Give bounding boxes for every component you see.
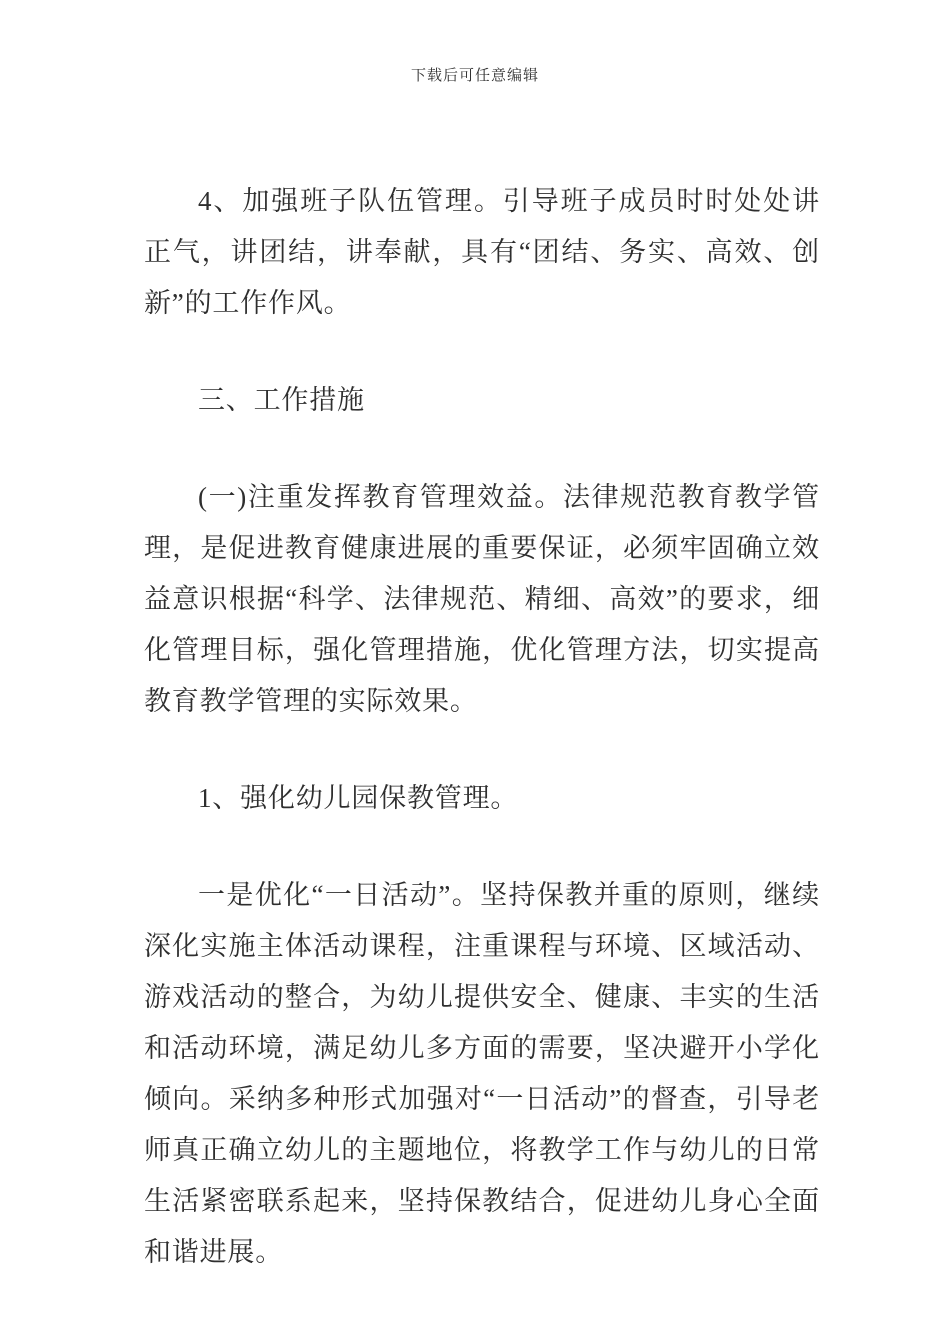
page-header-note: 下载后可任意编辑	[410, 68, 539, 84]
document-content	[144, 176, 820, 1324]
heading-point-one: 1、强化幼儿园保教管理。	[198, 783, 519, 813]
para-point-one-detail: 一是优化“一日活动”。坚持保教并重的原则，继续深化实施主体活动课程，注重课程与环境、区域活动、游戏活动的整合，为幼儿提供安全、健康、丰实的生活和活动环境，满足幼儿多方面的需要，坚决避开小学化倾向。采纳多种形式加强对“一日活动”的督查，引导老师真正确立幼儿的主题地位，将教学工作与幼儿的日常生活紧密联系起来，坚持保教结合，促进幼儿身心全面和谐进展。	[144, 880, 820, 1267]
para-item-4: 4、加强班子队伍管理。引导班子成员时时处处讲正气，讲团结，讲奉献，具有“团结、务实、高效、创新”的工作作风。	[144, 186, 820, 318]
para-section-three-point-one: (一)注重发挥教育管理效益。法律规范教育教学管理，是促进教育健康进展的重要保证，必须牢固确立效益意识根据“科学、法律规范、精细、高效”的要求，细化管理目标，强化管理措施，优化管理方法，切实提高教育教学管理的实际效果。	[144, 482, 820, 716]
heading-section-three: 三、工作措施	[198, 385, 365, 415]
